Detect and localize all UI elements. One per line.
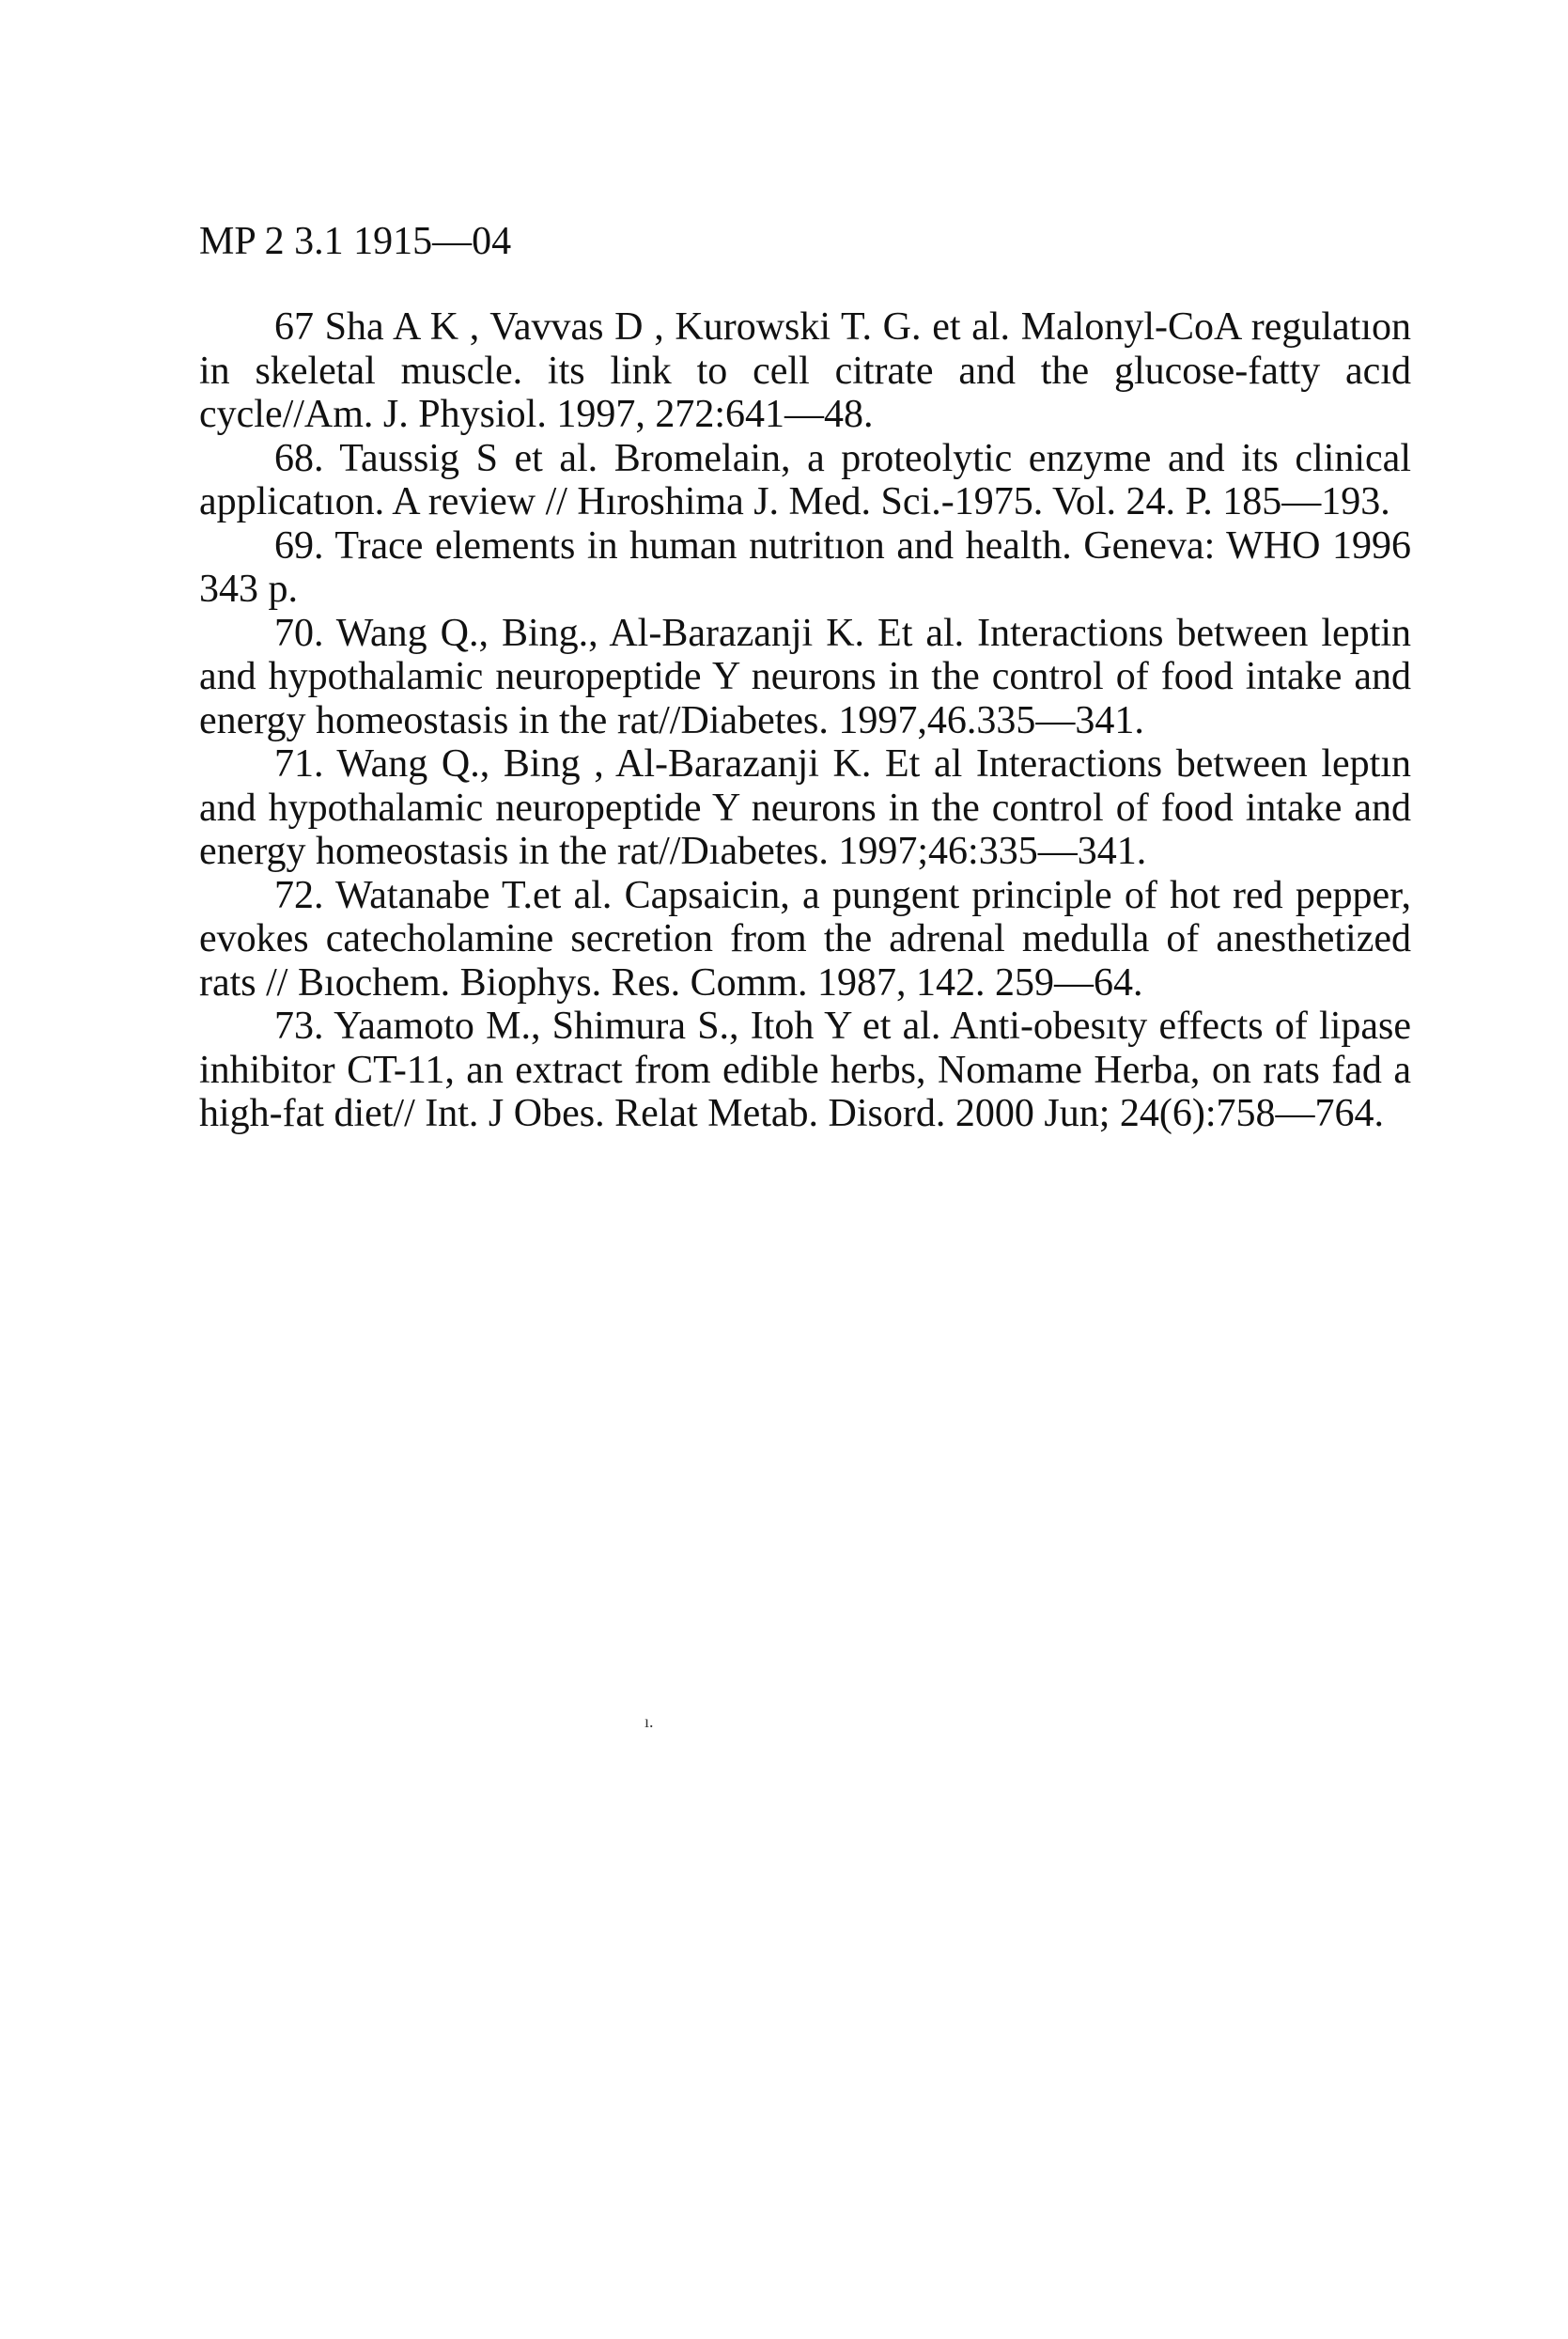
reference-73: 73. Yaamoto M., Shimura S., Itoh Y et al. Anti-obesıty effects of lipase inhibitor CT-11, an extract from edible herbs, Nomame Herba, on rats fad a high-fat diet// Int. J Obes. Relat Metab. Disord. 2000 Jun; 24(6):758—764.	[199, 1005, 1411, 1135]
reference-list	[199, 305, 1411, 1136]
reference-70: 70. Wang Q., Bing., Al-Barazanji K. Et al. Interactions between leptin and hypothalamic neuropeptide Y neurons in the control of food intake and energy homeostasis in the rat//Diabetes. 1997,46.335—341.	[199, 611, 1411, 742]
reference-67: 67 Sha A K , Vavvas D , Kurowski T. G. et al. Malonyl-CoA regulatıon in skeletal muscle. its link to cell citrate and the glucose-fatty acıd cycle//Am. J. Physiol. 1997, 272:641—48.	[199, 305, 1411, 436]
reference-68: 68. Taussig S et al. Bromelain, a proteolytic enzyme and its clinical applicatıon. A review // Hıroshima J. Med. Sci.-1975. Vol. 24. P. 185—193.	[199, 436, 1411, 523]
page-header: MP 2 3.1 1915—04	[199, 220, 512, 263]
reference-72: 72. Watanabe T.et al. Capsaicin, a pungent principle of hot red pepper, evokes catecholamine secretion from the adrenal medulla of anesthetized rats // Bıochem. Biophys. Res. Comm. 1987, 142. 259—64.	[199, 873, 1411, 1005]
reference-71: 71. Wang Q., Bing , Al-Barazanji K. Et al Interactions between leptın and hypothalamic neuropeptide Y neurons in the control of food intake and energy homeostasis in the rat//Dıabetes. 1997;46:335—341.	[199, 742, 1411, 873]
reference-69: 69. Trace elements in human nutritıon and health. Geneva: WHO 1996 343 p.	[199, 523, 1411, 611]
stray-mark: ı.	[644, 1712, 654, 1731]
